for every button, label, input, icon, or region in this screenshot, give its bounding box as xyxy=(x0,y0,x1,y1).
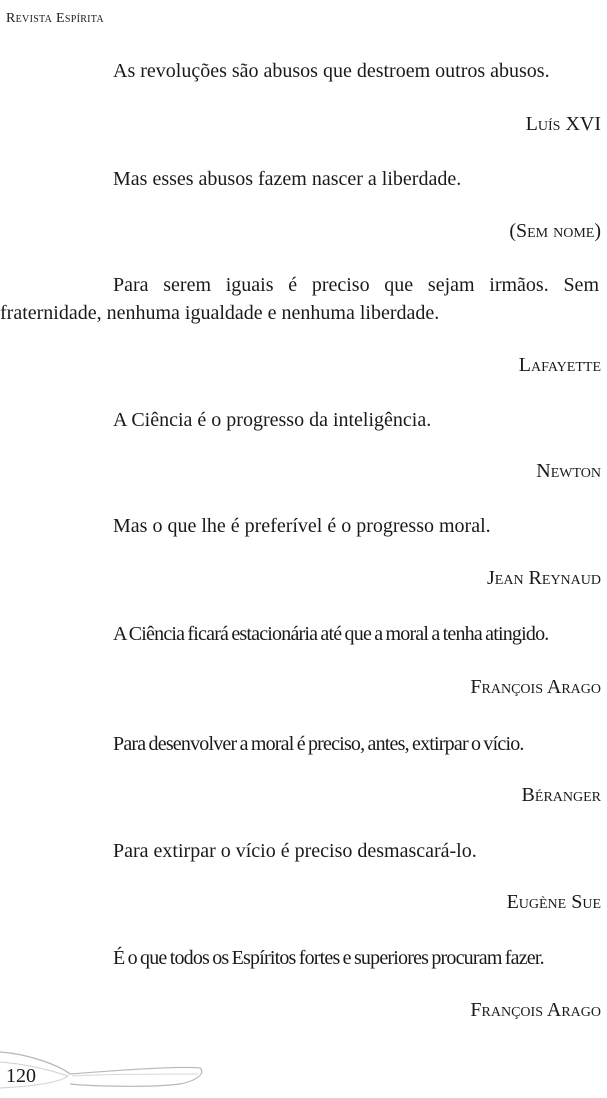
quote-text: A Ciência ficará estacionária até que a moral a tenha atingido. xyxy=(113,623,549,645)
quote-author: Béranger xyxy=(521,784,601,806)
running-header: Revista Espírita xyxy=(6,11,104,26)
quote-text: As revoluções são abusos que destroem outros abusos. xyxy=(113,60,550,82)
quote-author: Luís XVI xyxy=(525,113,601,135)
quote-text: A Ciência é o progresso da inteligência. xyxy=(113,409,432,431)
quote-text: Para serem iguais é preciso que sejam irmãos. Sem fraternidade, nenhuma igualdade e nenhuma liberdade. xyxy=(0,274,599,324)
quote-author: François Arago xyxy=(470,999,601,1021)
quote-author: Newton xyxy=(536,460,601,482)
quote-author: Lafayette xyxy=(518,354,601,376)
quote-text: Para extirpar o vício é preciso desmascará-lo. xyxy=(113,840,477,862)
quote-text: Para desenvolver a moral é preciso, antes, extirpar o vício. xyxy=(113,733,524,755)
quote-text: É o que todos os Espíritos fortes e superiores procuram fazer. xyxy=(113,947,544,969)
page-number: 120 xyxy=(6,1065,36,1087)
quote-text: Mas esses abusos fazem nascer a liberdade. xyxy=(113,168,462,190)
quote-author: François Arago xyxy=(470,676,601,698)
quote-author: Eugène Sue xyxy=(506,891,601,913)
quote-author: Jean Reynaud xyxy=(487,567,601,589)
quote-author: (Sem nome) xyxy=(509,220,601,242)
quote-text: Mas o que lhe é preferível é o progresso moral. xyxy=(113,515,491,537)
